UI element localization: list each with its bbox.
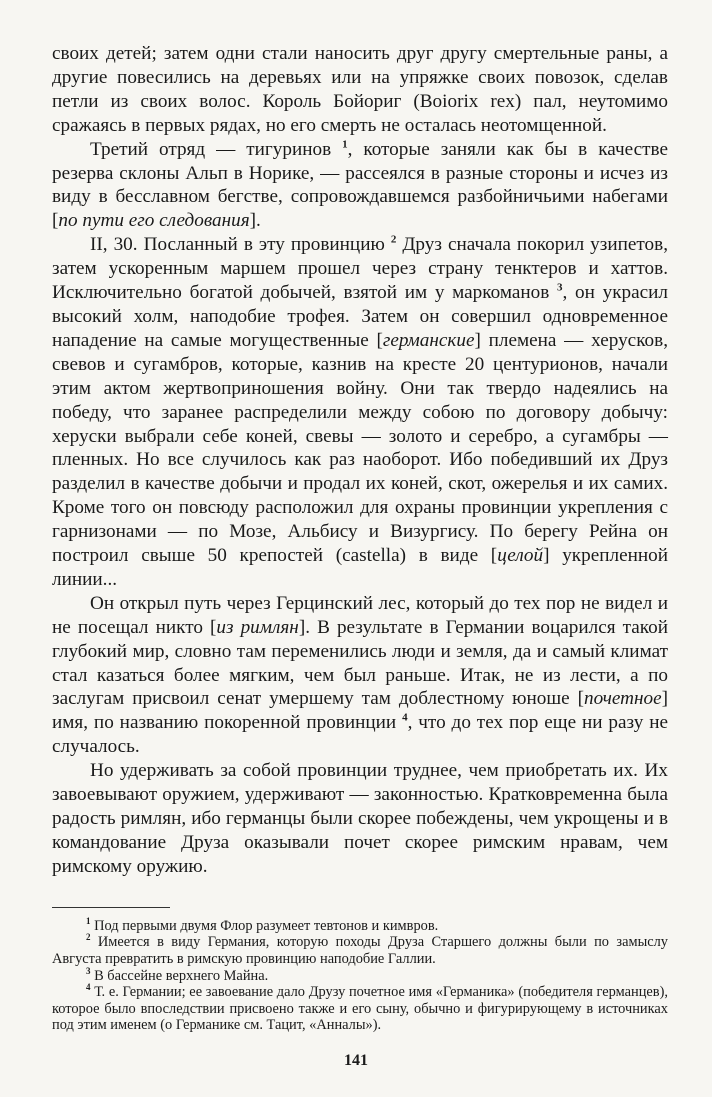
text-run: Но удерживать за собой провинции труднее, чем приобретать их. Их завоевывают оружием, удерживают — законностью. Кратковременна была радость римлян, ибо германцы были скорее побеждены, чем укрощены и в командование Друза оказывали почет скорее римским нравам, чем римскому оружию. — [52, 760, 668, 877]
paragraph — [52, 592, 668, 759]
footnote-divider — [52, 907, 170, 908]
footnote-ref: 1 — [342, 138, 348, 151]
footnote — [52, 965, 668, 985]
paragraph — [52, 138, 668, 234]
main-text — [52, 42, 668, 879]
editorial-insert: из римлян — [216, 616, 299, 638]
footnote — [52, 934, 668, 967]
paragraph — [52, 759, 668, 879]
footnote-mark: 3 — [86, 965, 91, 976]
footnote-text: Имеется в виду Германия, которую походы Друза Старшего должны были по замыслу Августа превратить в римскую провинцию наподобие Галлии. — [52, 934, 668, 967]
text-run: ] племена — херусков, свевов и сугамбров, которые, казнив на кресте 20 центурионов, начали этим актом жертвоприношения войну. Они так твердо надеялись на победу, что заранее распределили между собою по договору добычу: херуски выбрали себе коней, свевы — золото и серебро, а сугамбры — пленных. Но все случилось как раз наоборот. Ибо победивший их Друз разделил в качестве добычи и продал их коней, скот, ожерелья и их самих. Кроме того он повсюду расположил для охраны провинции укрепления с гарнизонами — по Мозе, Альбису и Визургису. По берегу Рейна он построил свыше 50 крепостей (castella) в виде [ — [52, 329, 668, 567]
footnote-mark: 1 — [86, 915, 91, 926]
text-run: Он открыл путь через Герцинский лес, который до тех пор не видел и не посещал никто [ — [52, 592, 668, 638]
paragraph — [52, 42, 668, 138]
editorial-insert: почетное — [584, 688, 662, 710]
footnote-mark: 2 — [86, 932, 91, 943]
text-run: Третий отряд — тигуринов — [90, 138, 343, 160]
footnote-text: Под первыми двумя Флор разумеет тевтонов и кимвров. — [90, 917, 439, 934]
paragraph — [52, 233, 668, 592]
footnote — [52, 915, 668, 935]
footnote-text: В бассейне верхнего Майна. — [90, 967, 269, 984]
text-run: , что до тех пор еще ни разу не случалось. — [52, 712, 668, 758]
text-run: ]. — [249, 210, 261, 232]
text-run: , которые заняли как бы в качестве резерва склоны Альп в Норике, — рассеялся в разные стороны и исчез из виду в бесславном бегстве, сопровождавшемся разбойничьими набегами [ — [52, 138, 668, 232]
footnote-ref: 3 — [557, 281, 563, 294]
footnote-text: Т. е. Германии; ее завоевание дало Друзу почетное имя «Германика» (победителя германцев), которое было впоследствии присвоено также и его сыну, обычно и фигурирующему в источниках под этим именем (о Германике см. Тацит, «Анналы»). — [52, 984, 668, 1034]
footnote-ref: 4 — [402, 711, 408, 724]
page-number: 141 — [344, 1052, 368, 1069]
text-run: Друз сначала покорил узипетов, затем ускоренным маршем прошел через страну тенктеров и хаттов. Исключительно богатой добычей, взятой им у маркоманов — [52, 234, 668, 304]
text-run: ] укрепленной линии... — [52, 545, 668, 590]
footnotes — [52, 915, 668, 1034]
editorial-insert: германские — [382, 329, 475, 351]
text-run: ]. В результате в Германии воцарился такой глубокий мир, словно там переменились люди и земля, да и самый климат стал казаться более мягким, чем был раньше. Итак, не из лести, а по заслугам присвоил сенат умершему там доблестному юноше [ — [52, 616, 668, 710]
editorial-insert: целой — [497, 545, 544, 567]
footnote-ref: 2 — [390, 233, 397, 246]
footnote — [52, 984, 668, 1034]
text-run: своих детей; затем одни стали наносить друг другу смертельные раны, а другие повесились на деревьях или на упряжке своих повозок, сделав петли из своих волос. Король Бойориг (Boiorix rex) пал, неутомимо сражаясь в первых рядах, но его смерть не осталась неотомщенной. — [52, 43, 668, 136]
text-run: II, 30. Посланный в эту провинцию — [90, 234, 391, 256]
editorial-insert: по пути его следования — [58, 210, 250, 232]
text-run: , он украсил высокий холм, наподобие трофея. Затем он совершил одновременное нападение на самые могущественные [ — [52, 282, 668, 351]
footnote-mark: 4 — [86, 982, 91, 993]
text-run: ] имя, по названию покоренной провинции — [52, 688, 668, 734]
